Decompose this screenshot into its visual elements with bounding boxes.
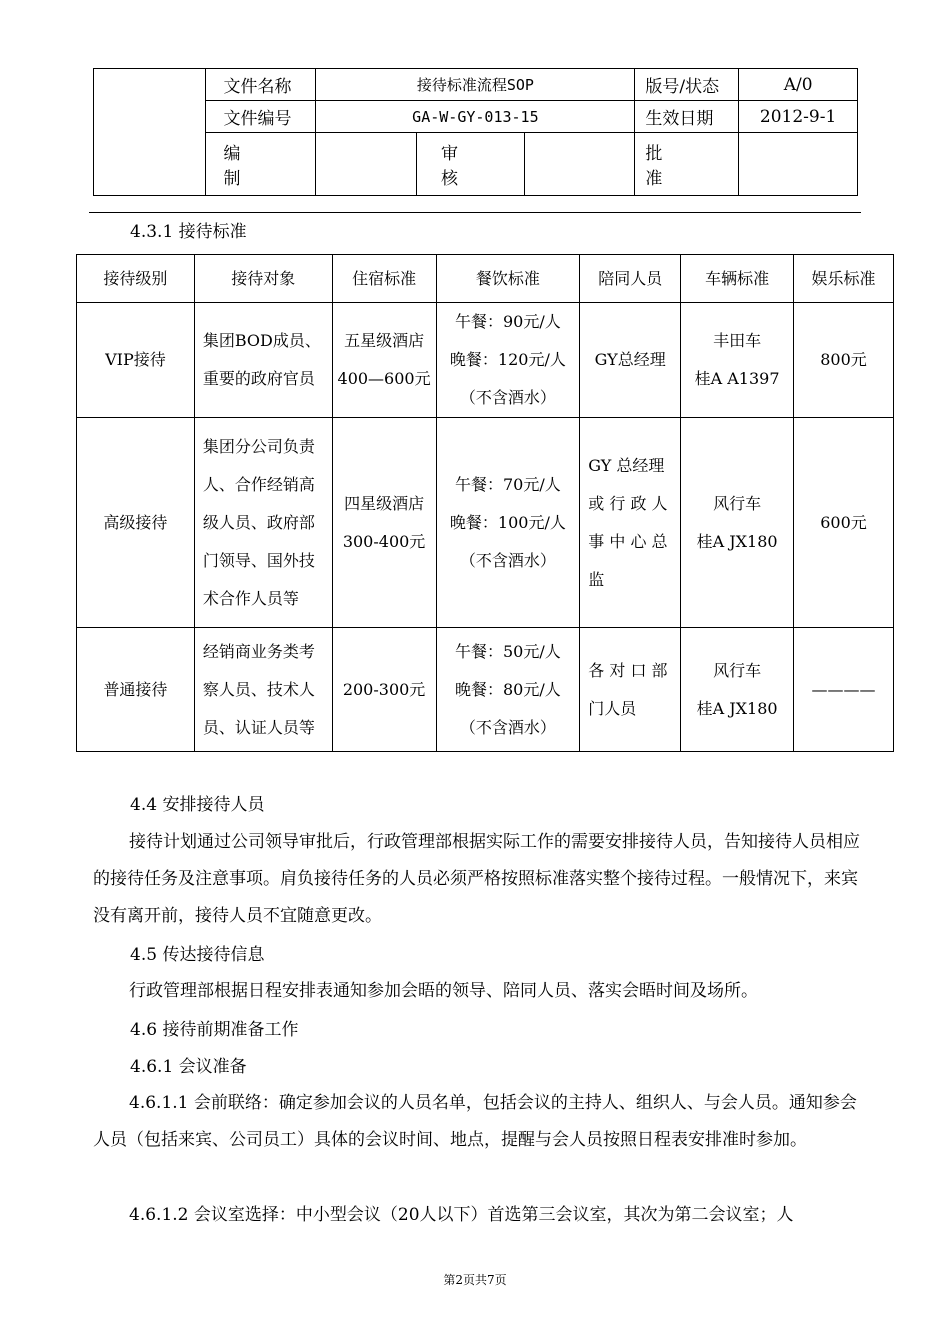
table-row [77, 418, 894, 628]
file-name-label: 文件名称 [205, 69, 316, 101]
level-cell: 普通接待 [77, 628, 195, 752]
paragraph-4-5: 行政管理部根据日程安排表通知参加会晤的领导、陪同人员、落实会晤时间及场所。 [129, 981, 758, 1001]
effective-date-value: 2012-9-1 [739, 101, 858, 133]
section-heading-4-5: 4.5 传达接待信息 [130, 945, 265, 965]
paragraph-4-4: 接待计划通过公司领导审批后，行政管理部根据实际工作的需要安排接待人员，告知接待人员相应的接待任务及注意事项。肩负接待任务的人员必须严格按照标准落实整个接待过程。一般情况下，来宾没有离开前，接待人员不宜随意更改。 [93, 832, 860, 926]
column-header: 住宿标准 [332, 255, 436, 303]
meals-cell: 午餐：90元/人 晚餐：120元/人 （不含酒水） [436, 303, 580, 418]
paragraph-4-6-1-2: 4.6.1.2 会议室选择：中小型会议（20人以下）首选第三会议室，其次为第二会议室；人 [129, 1205, 794, 1225]
vehicle-cell: 丰田车 桂A A1397 [681, 303, 794, 418]
meals-cell: 午餐：50元/人 晚餐：80元/人 （不含酒水） [436, 628, 580, 752]
table-header-row [77, 255, 894, 303]
meals-cell: 午餐：70元/人 晚餐：100元/人 （不含酒水） [436, 418, 580, 628]
file-no-value: GA-W-GY-013-15 [316, 101, 635, 133]
entertainment-cell: ———— [794, 628, 894, 752]
effective-date-label: 生效日期 [635, 101, 739, 133]
file-no-label: 文件编号 [205, 101, 316, 133]
file-name-value: 接待标准流程SOP [316, 69, 635, 101]
escort-cell: GY总经理 [580, 303, 681, 418]
column-header: 陪同人员 [580, 255, 681, 303]
column-header: 餐饮标准 [436, 255, 580, 303]
page-number: 第2页共7页 [443, 1273, 507, 1287]
review-value [524, 133, 635, 196]
entertainment-cell: 600元 [794, 418, 894, 628]
table-row [77, 303, 894, 418]
target-cell: 经销商业务类考 察人员、技术人 员、认证人员等 [194, 628, 332, 752]
escort-cell: 各 对 口 部 门人员 [580, 628, 681, 752]
logo-cell [94, 69, 206, 196]
vehicle-cell: 风行车 桂A JX180 [681, 628, 794, 752]
column-header: 车辆标准 [681, 255, 794, 303]
column-header: 娱乐标准 [794, 255, 894, 303]
compiled-label: 编制 [205, 133, 316, 196]
review-label: 审核 [416, 133, 524, 196]
target-cell: 集团分公司负责 人、合作经销高 级人员、政府部 门领导、国外技 术合作人员等 [194, 418, 332, 628]
entertainment-cell: 800元 [794, 303, 894, 418]
target-cell: 集团BOD成员、 重要的政府官员 [194, 303, 332, 418]
escort-cell: GY 总经理 或 行 政 人 事 中 心 总 监 [580, 418, 681, 628]
version-label: 版号/状态 [635, 69, 739, 101]
column-header: 接待级别 [77, 255, 195, 303]
lodging-cell: 五星级酒店 400—600元 [332, 303, 436, 418]
lodging-cell: 四星级酒店 300-400元 [332, 418, 436, 628]
level-cell: 高级接待 [77, 418, 195, 628]
reception-standard-table [76, 254, 894, 752]
section-heading-4-4: 4.4 安排接待人员 [130, 795, 265, 815]
table-row [77, 628, 894, 752]
section-heading-4-3-1: 4.3.1 接待标准 [130, 222, 247, 242]
level-cell: VIP接待 [77, 303, 195, 418]
version-value: A/0 [739, 69, 858, 101]
compiled-value [316, 133, 417, 196]
column-header: 接待对象 [194, 255, 332, 303]
document-header [93, 68, 858, 196]
header-divider [89, 212, 861, 213]
approve-value [739, 133, 858, 196]
paragraph-4-6-1-1: 4.6.1.1 会前联络：确定参加会议的人员名单，包括会议的主持人、组织人、与会人员。通知参会人员（包括来宾、公司员工）具体的会议时间、地点，提醒与会人员按照日程表安排准时参加。 [93, 1093, 857, 1150]
section-heading-4-6-1: 4.6.1 会议准备 [130, 1057, 247, 1077]
lodging-cell: 200-300元 [332, 628, 436, 752]
section-heading-4-6: 4.6 接待前期准备工作 [130, 1020, 299, 1040]
vehicle-cell: 风行车 桂A JX180 [681, 418, 794, 628]
approve-label: 批准 [635, 133, 739, 196]
